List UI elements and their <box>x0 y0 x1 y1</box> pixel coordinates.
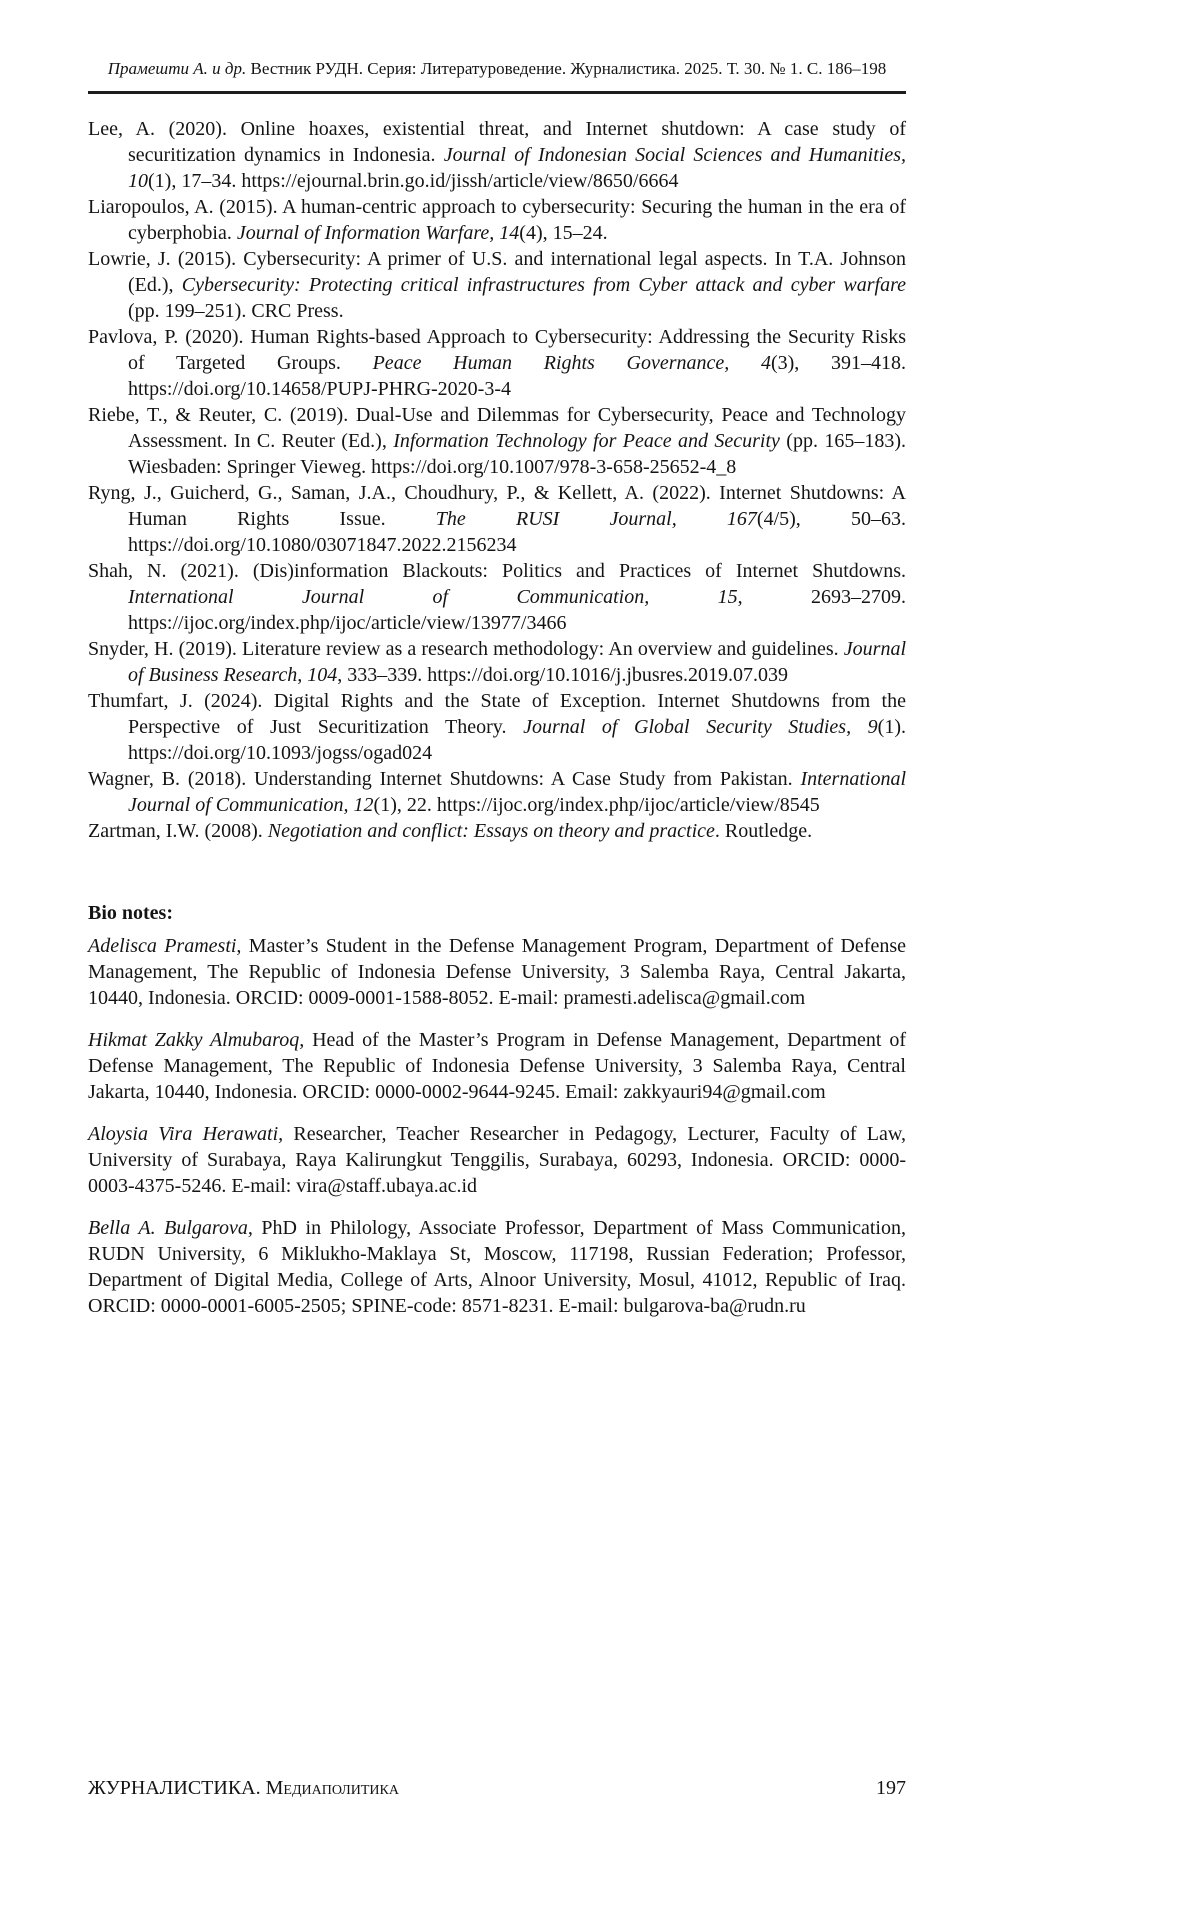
reference-text-segment: (3), 391–418. https://doi.org/10.14658/PUPJ-PHRG-2020-3-4 <box>128 352 906 400</box>
reference-text-segment: Lowrie, J. (2015). Cybersecurity: A primer of U.S. and international legal aspects. In T.A. Johnson (Ed.), <box>88 248 906 296</box>
reference-entry <box>88 818 906 844</box>
reference-text-segment: (1), 22. https://ijoc.org/index.php/ijoc/article/view/8545 <box>373 794 820 816</box>
bio-notes-section <box>88 900 906 1319</box>
reference-entry <box>88 246 906 324</box>
bio-note-name: Hikmat Zakky Almubaroq, <box>88 1029 305 1051</box>
bio-notes-list <box>88 933 906 1319</box>
reference-entry <box>88 766 906 818</box>
footer-section-label: ЖУРНАЛИСТИКА. <box>88 1777 266 1799</box>
reference-text-segment: (4), 15–24. <box>519 222 608 244</box>
reference-text-segment: (pp. 165–183). Wiesbaden: Springer Vieweg. https://doi.org/10.1007/978-3-658-25652-4_8 <box>128 430 906 478</box>
reference-italic-segment: Information Technology for Peace and Security <box>393 430 780 452</box>
running-head-authors: Прамешти А. и др. <box>107 59 247 78</box>
bio-note-text: Researcher, Teacher Researcher in Pedagogy, Lecturer, Faculty of Law, University of Surabaya, Raya Kalirungkut Tenggilis, Surabaya, 60293, Indonesia. ORCID: 0000-0003-4375-5246. E-mail: vira@staff.ubaya.ac.id <box>88 1123 906 1197</box>
reference-italic-segment: Journal of Indonesian Social Sciences and Humanities, 10 <box>128 144 906 192</box>
bio-note-text: Master’s Student in the Defense Management Program, Department of Defense Management, The Republic of Indonesia Defense University, 3 Salemba Raya, Central Jakarta, 10440, Indonesia. ORCID: 0009-0001-1588-8052. E-mail: pramesti.adelisca@gmail.com <box>88 935 906 1009</box>
reference-italic-segment: Cybersecurity: Protecting critical infrastructures from Cyber attack and cyber warfare <box>181 274 906 296</box>
reference-entry <box>88 558 906 636</box>
reference-entry <box>88 402 906 480</box>
bio-note-name: Adelisca Pramesti, <box>88 935 242 957</box>
reference-text-segment: . Routledge. <box>714 820 813 842</box>
reference-text-segment: (pp. 199–251). CRC Press. <box>128 300 344 322</box>
reference-italic-segment: Peace Human Rights Governance, 4 <box>372 352 771 374</box>
reference-entry <box>88 480 906 558</box>
reference-text-segment: Zartman, I.W. (2008). <box>88 820 268 842</box>
bio-note <box>88 1215 906 1319</box>
reference-entry <box>88 688 906 766</box>
reference-text-segment: (4/5), 50–63. https://doi.org/10.1080/03071847.2022.2156234 <box>128 508 906 556</box>
reference-text-segment: Ryng, J., Guicherd, G., Saman, J.A., Choudhury, P., & Kellett, A. (2022). Internet Shutdowns: A Human Rights Issue. <box>88 482 906 530</box>
bio-note-name: Aloysia Vira Herawati, <box>88 1123 284 1145</box>
reference-italic-segment: Journal of Information Warfare, 14 <box>236 222 520 244</box>
reference-text-segment: Snyder, H. (2019). Literature review as a research methodology: An overview and guidelines. <box>88 638 844 660</box>
bio-note <box>88 1121 906 1199</box>
bio-notes-heading: Bio notes: <box>88 902 173 924</box>
reference-list <box>88 116 906 844</box>
reference-italic-segment: Journal of Global Security Studies, 9 <box>523 716 878 738</box>
reference-text-segment: Riebe, T., & Reuter, C. (2019). Dual-Use and Dilemmas for Cybersecurity, Peace and Technology Assessment. In C. Reuter (Ed.), <box>88 404 906 452</box>
reference-text-segment: , 2693–2709. https://ijoc.org/index.php/ijoc/article/view/13977/3466 <box>128 586 907 634</box>
footer-subsection-label: Медиаполитика <box>265 1777 399 1799</box>
header-rule <box>88 91 906 94</box>
reference-text-segment: (1). https://doi.org/10.1093/jogss/ogad024 <box>128 716 906 764</box>
bio-note <box>88 933 906 1011</box>
reference-text-segment: Pavlova, P. (2020). Human Rights-based Approach to Cybersecurity: Addressing the Security Risks of Targeted Groups. <box>88 326 906 374</box>
reference-entry <box>88 116 906 194</box>
reference-text-segment: (1), 17–34. https://ejournal.brin.go.id/jissh/article/view/8650/6664 <box>148 170 679 192</box>
reference-entry <box>88 636 906 688</box>
reference-text-segment: Lee, A. (2020). Online hoaxes, existential threat, and Internet shutdown: A case study of securitization dynamics in Indonesia. <box>88 118 906 166</box>
bio-note-text: Head of the Master’s Program in Defense Management, Department of Defense Management, The Republic of Indonesia Defense University, 3 Salemba Raya, Central Jakarta, 10440, Indonesia. ORCID: 0000-0002-9644-9245. Email: zakkyauri94@gmail.com <box>88 1029 906 1103</box>
bio-note-name: Bella A. Bulgarova, <box>88 1217 253 1239</box>
reference-text-segment: , 333–339. https://doi.org/10.1016/j.jbusres.2019.07.039 <box>337 664 788 686</box>
page-number: 197 <box>876 1777 906 1799</box>
reference-text-segment: Liaropoulos, A. (2015). A human-centric approach to cybersecurity: Securing the human in the era of cyberphobia. <box>88 196 906 244</box>
reference-text-segment: Wagner, B. (2018). Understanding Internet Shutdowns: A Case Study from Pakistan. <box>88 768 801 790</box>
reference-italic-segment: International Journal of Communication, 12 <box>128 768 906 816</box>
bio-note <box>88 1027 906 1105</box>
reference-entry <box>88 324 906 402</box>
footer-section-title <box>88 1776 399 1800</box>
bio-note-text: PhD in Philology, Associate Professor, Department of Mass Communication, RUDN University, 6 Miklukho-Maklaya St, Moscow, 117198, Russian Federation; Professor, Department of Digital Media, College of Arts, Alnoor University, Mosul, 41012, Republic of Iraq. ORCID: 0000-0001-6005-2505; SPINE-code: 8571-8231. E-mail: bulgarova-ba@rudn.ru <box>88 1217 906 1317</box>
reference-italic-segment: Journal of Business Research, 104 <box>128 638 906 686</box>
reference-italic-segment: Negotiation and conflict: Essays on theory and practice <box>267 820 715 842</box>
reference-entry <box>88 194 906 246</box>
running-head <box>88 58 906 79</box>
reference-italic-segment: International Journal of Communication, 15 <box>128 586 738 608</box>
reference-text-segment: Thumfart, J. (2024). Digital Rights and the State of Exception. Internet Shutdowns from the Perspective of Just Securitization Theory. <box>88 690 906 738</box>
running-head-citation: Вестник РУДН. Серия: Литературоведение. Журналистика. 2025. Т. 30. № 1. С. 186–198 <box>246 59 887 78</box>
page-footer <box>88 1776 906 1800</box>
reference-text-segment: Shah, N. (2021). (Dis)information Blackouts: Politics and Practices of Internet Shutdowns. <box>88 560 906 582</box>
reference-italic-segment: The RUSI Journal, 167 <box>435 508 757 530</box>
